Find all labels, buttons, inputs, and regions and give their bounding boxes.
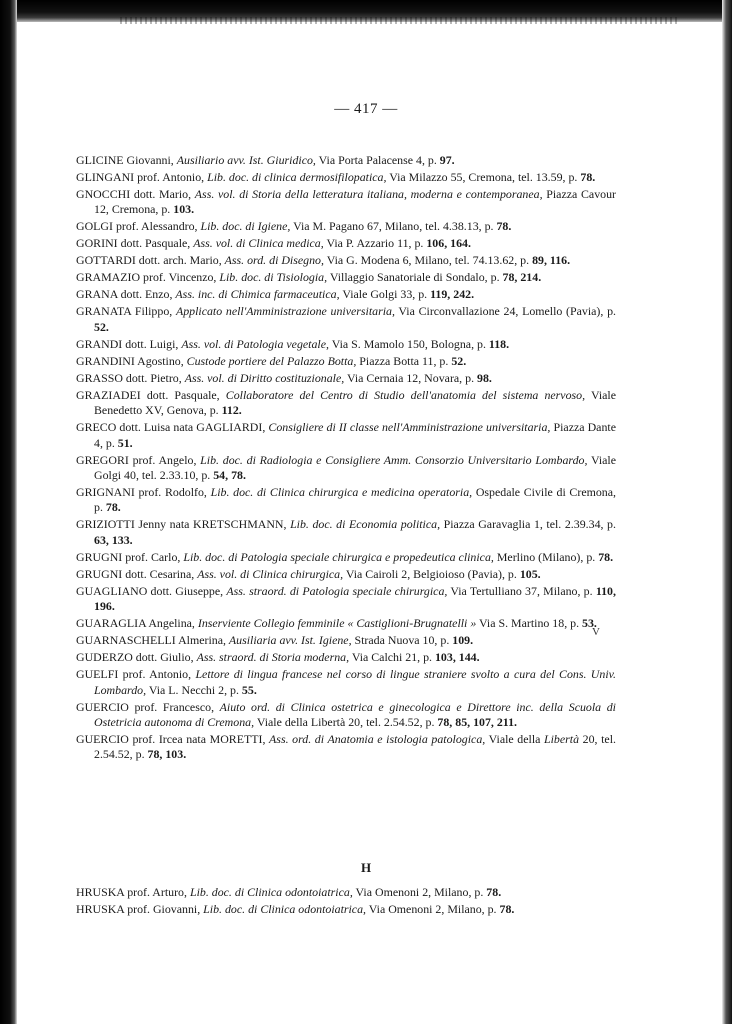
- entry-pages: 78.: [496, 219, 512, 234]
- entry-name: GUARNASCHELLI Almerina,: [76, 633, 229, 648]
- entry-pages: 110, 196.: [94, 583, 616, 614]
- entry-name: GRIGNANI prof. Rodolfo,: [76, 485, 211, 500]
- entry-address: Viale Golgi 40, tel. 2.33.10, p.: [94, 452, 617, 483]
- entry-address: Via S. Mamolo 150, Bologna, p.: [329, 336, 489, 351]
- entry-pages: 105.: [519, 566, 541, 581]
- scan-noise: [120, 17, 680, 24]
- entry-address: Via Porta Palacense 4, p.: [315, 153, 440, 167]
- entry-name: GRANATA Filippo,: [76, 304, 176, 319]
- entry-address: Via P. Azzario 11, p.: [323, 236, 427, 251]
- entry-pages: 78, 214.: [502, 270, 542, 285]
- entry-pages: 52.: [94, 319, 109, 334]
- entry-pages: 78.: [580, 170, 596, 184]
- entry-name: GUARAGLIA Angelina,: [76, 616, 198, 631]
- entry-pages: 89, 116.: [532, 253, 571, 268]
- entry-role: Collaboratore del Centro di Studio dell'anatomia del sistema nervoso,: [225, 387, 586, 402]
- entry-address-cont: 20, tel. 2.54.52, p.: [94, 732, 616, 762]
- entry-role: Applicato nell'Amministrazione universitaria,: [175, 304, 395, 319]
- directory-entry: [76, 453, 616, 484]
- entry-name: GRAZIADEI dott. Pasquale,: [76, 387, 226, 402]
- directory-entry: [76, 732, 616, 763]
- entry-name: GRUGNI dott. Cesarina,: [76, 566, 198, 581]
- entry-name: GRANA dott. Enzo,: [76, 287, 176, 302]
- entry-name: GOTTARDI dott. arch. Mario,: [76, 253, 225, 268]
- directory-entry: [76, 567, 616, 582]
- entry-pages: 97.: [439, 153, 455, 167]
- entry-address: Merlino (Milano), p.: [493, 549, 599, 564]
- entry-role: Lib. doc. di Patologia speciale chirurgica e propedeutica clinica,: [183, 549, 494, 564]
- entry-role: Lib. doc. di Igiene,: [200, 219, 291, 234]
- entry-pages: 103.: [173, 202, 195, 217]
- directory-entry: [76, 633, 616, 648]
- entry-pages: 52.: [451, 353, 467, 368]
- directory-entry: [76, 187, 616, 218]
- entry-address: Via G. Modena 6, Milano, tel. 74.13.62, p.: [323, 253, 533, 268]
- entry-pages: 63, 133.: [94, 532, 133, 547]
- entry-role: Ass. vol. di Clinica medica,: [193, 236, 324, 251]
- directory-entry: [76, 170, 616, 185]
- entry-role-cont: Libertà: [544, 732, 580, 747]
- entry-role: Ass. vol. di Patologia vegetale,: [181, 336, 329, 351]
- entry-address: Piazza Cavour 12, Cremona, p.: [94, 187, 616, 217]
- entry-role: Lettore di lingua francese nel corso di lingue straniere svolto a cura del Cons. Univ. Lombardo,: [94, 667, 617, 697]
- entry-address: Viale della Libertà 20, tel. 2.54.52, p.: [254, 715, 438, 730]
- entry-name: HRUSKA prof. Arturo,: [76, 885, 190, 899]
- entry-role: Ass. vol. di Diritto costituzionale,: [184, 370, 345, 385]
- directory-entry: [76, 517, 616, 548]
- entry-pages: 112.: [221, 403, 242, 418]
- directory-entry: [76, 667, 616, 698]
- entry-role: Ass. ord. di Anatomia e istologia patologica,: [269, 732, 486, 747]
- directory-entry: [76, 253, 616, 268]
- entry-role: Consigliere di II classe nell'Amministrazione universitaria,: [268, 420, 551, 435]
- directory-entry: [76, 700, 616, 731]
- entry-role: Custode portiere del Palazzo Botta,: [186, 353, 357, 368]
- entry-address: Piazza Dante 4, p.: [94, 420, 616, 450]
- entry-role: Ass. vol. di Clinica chirurgica,: [197, 566, 344, 581]
- directory-entry: [76, 287, 616, 302]
- directory-entry: [76, 236, 616, 251]
- entry-role: Lib. doc. di Radiologia e Consigliere Amm. Consorzio Universitario Lombardo,: [200, 452, 588, 467]
- entry-name: GLINGANI prof. Antonio,: [76, 170, 208, 184]
- directory-entry: [76, 153, 616, 168]
- entry-address: Via Milazzo 55, Cremona, tel. 13.59, p.: [386, 170, 581, 184]
- entry-name: GNOCCHI dott. Mario,: [76, 187, 195, 201]
- entry-name: GUERCIO prof. Francesco,: [76, 699, 220, 714]
- entry-pages: 78, 85, 107, 211.: [437, 715, 518, 730]
- entry-pages: 53.: [582, 616, 597, 631]
- entry-pages: 78.: [499, 902, 515, 916]
- entry-name: GREGORI prof. Angelo,: [76, 452, 201, 467]
- directory-entries-h: [76, 885, 616, 919]
- entry-name: GRAMAZIO prof. Vincenzo,: [76, 270, 220, 285]
- directory-entry: [76, 388, 616, 419]
- directory-entry: [76, 420, 616, 451]
- stray-margin-mark: V: [592, 626, 600, 638]
- directory-entry: [76, 270, 616, 285]
- directory-entries-g: [76, 153, 616, 764]
- entry-name: GRANDINI Agostino,: [76, 353, 187, 368]
- page-number: — 417 —: [334, 101, 398, 117]
- entry-pages: 109.: [452, 633, 474, 648]
- entry-pages: 106, 164.: [426, 236, 471, 251]
- entry-name: GRIZIOTTI Jenny nata KRETSCHMANN,: [76, 517, 291, 532]
- entry-address: Via S. Martino 18, p.: [476, 616, 583, 631]
- directory-entry: [76, 616, 616, 631]
- entry-pages: 98.: [477, 370, 492, 385]
- entry-address: Via Calchi 21, p.: [349, 650, 435, 665]
- entry-name: GLICINE Giovanni,: [76, 153, 177, 167]
- entry-address: Viale della: [485, 732, 545, 747]
- directory-entry: [76, 304, 616, 335]
- entry-role: Ass. vol. di Storia della letteratura italiana, moderna e contemporanea,: [194, 187, 543, 201]
- entry-role: Lib. doc. di Tisiologia,: [219, 270, 328, 285]
- entry-role: Ass. straord. di Patologia speciale chirurgica,: [226, 583, 448, 598]
- directory-entry: [76, 371, 616, 386]
- directory-entry: [76, 337, 616, 352]
- entry-name: GUDERZO dott. Giulio,: [76, 650, 197, 665]
- entry-address: Via L. Necchi 2, p.: [146, 682, 242, 697]
- entry-pages: 118.: [488, 336, 510, 351]
- entry-pages: 78.: [105, 500, 121, 515]
- entry-name: GORINI dott. Pasquale,: [76, 236, 194, 251]
- entry-address: Viale Golgi 33, p.: [339, 287, 431, 302]
- section-letter-h: H: [360, 860, 372, 875]
- entry-role: Lib. doc. di Economia politica,: [290, 517, 441, 532]
- entry-address: Via Cernaia 12, Novara, p.: [344, 370, 478, 385]
- entry-pages: 54, 78.: [213, 468, 246, 483]
- entry-role: Ass. ord. di Disegno,: [224, 253, 324, 268]
- entry-name: HRUSKA prof. Giovanni,: [76, 902, 204, 916]
- entry-role: Ausiliaria avv. Ist. Igiene,: [228, 633, 352, 648]
- directory-entry: [76, 550, 616, 565]
- entry-role: Lib. doc. di Clinica chirurgica e medicina operatoria,: [210, 485, 473, 500]
- directory-entry: [76, 354, 616, 369]
- entry-role: Lib. doc. di clinica dermosifilopatica,: [207, 170, 387, 184]
- directory-entry: [76, 485, 616, 516]
- entry-name: GRANDI dott. Luigi,: [76, 336, 182, 351]
- entry-role: Lib. doc. di Clinica odontoiatrica,: [189, 885, 353, 899]
- entry-name: GUERCIO prof. Ircea nata MORETTI,: [76, 732, 270, 747]
- entry-address: Via Omenoni 2, Milano, p.: [352, 885, 487, 899]
- entry-role: Inserviente Collegio femminile « Castiglioni-Brugnatelli »: [197, 616, 477, 631]
- directory-entry: [76, 584, 616, 615]
- entry-name: GUAGLIANO dott. Giuseppe,: [76, 583, 227, 598]
- directory-entry: [76, 885, 616, 900]
- directory-entry: [76, 902, 616, 917]
- entry-address: Via M. Pagano 67, Milano, tel. 4.38.13, p.: [290, 219, 497, 234]
- directory-entry: [76, 650, 616, 665]
- entry-address: Piazza Garavaglia 1, tel. 2.39.34, p.: [440, 517, 616, 532]
- entry-pages: 78.: [598, 549, 614, 564]
- entry-pages: 78.: [486, 885, 502, 899]
- entry-pages: 51.: [117, 435, 133, 450]
- directory-entry: [76, 219, 616, 234]
- entry-address: Via Tertulliano 37, Milano, p.: [447, 583, 596, 598]
- entry-pages: 55.: [241, 682, 257, 697]
- entry-address: Via Cairoli 2, Belgioioso (Pavia), p.: [343, 566, 520, 581]
- entry-address: Via Omenoni 2, Milano, p.: [366, 902, 500, 916]
- entry-role: Ass. straord. di Storia moderna,: [196, 650, 350, 665]
- entry-role: Lib. doc. di Clinica odontoiatrica,: [203, 902, 367, 916]
- entry-name: GRECO dott. Luisa nata GAGLIARDI,: [76, 420, 269, 435]
- entry-address: Villaggio Sanatoriale di Sondalo, p.: [327, 270, 503, 285]
- entry-address: Strada Nuova 10, p.: [351, 633, 453, 648]
- entry-name: GRASSO dott. Pietro,: [76, 370, 185, 385]
- entry-address: Via Circonvallazione 24, Lomello (Pavia), p.: [394, 304, 616, 319]
- entry-role: Aiuto ord. di Clinica ostetrica e ginecologica e Direttore inc. della Scuola di Ostetricia autonoma di Cremona,: [94, 699, 616, 730]
- entry-address: Ospedale Civile di Cremona, p.: [94, 485, 616, 515]
- entry-address: Piazza Botta 11, p.: [356, 353, 452, 368]
- entry-name: GUELFI prof. Antonio,: [76, 667, 196, 682]
- entry-pages: 103, 144.: [434, 650, 480, 665]
- entry-role: Ausiliario avv. Ist. Giuridico,: [176, 153, 316, 167]
- entry-name: GRUGNI prof. Carlo,: [76, 549, 184, 564]
- entry-pages: 119, 242.: [430, 287, 475, 302]
- entry-pages: 78, 103.: [147, 747, 187, 762]
- entry-address: Viale Benedetto XV, Genova, p.: [94, 387, 617, 418]
- entry-role: Ass. inc. di Chimica farmaceutica,: [175, 287, 340, 302]
- entry-name: GOLGI prof. Alessandro,: [76, 219, 201, 234]
